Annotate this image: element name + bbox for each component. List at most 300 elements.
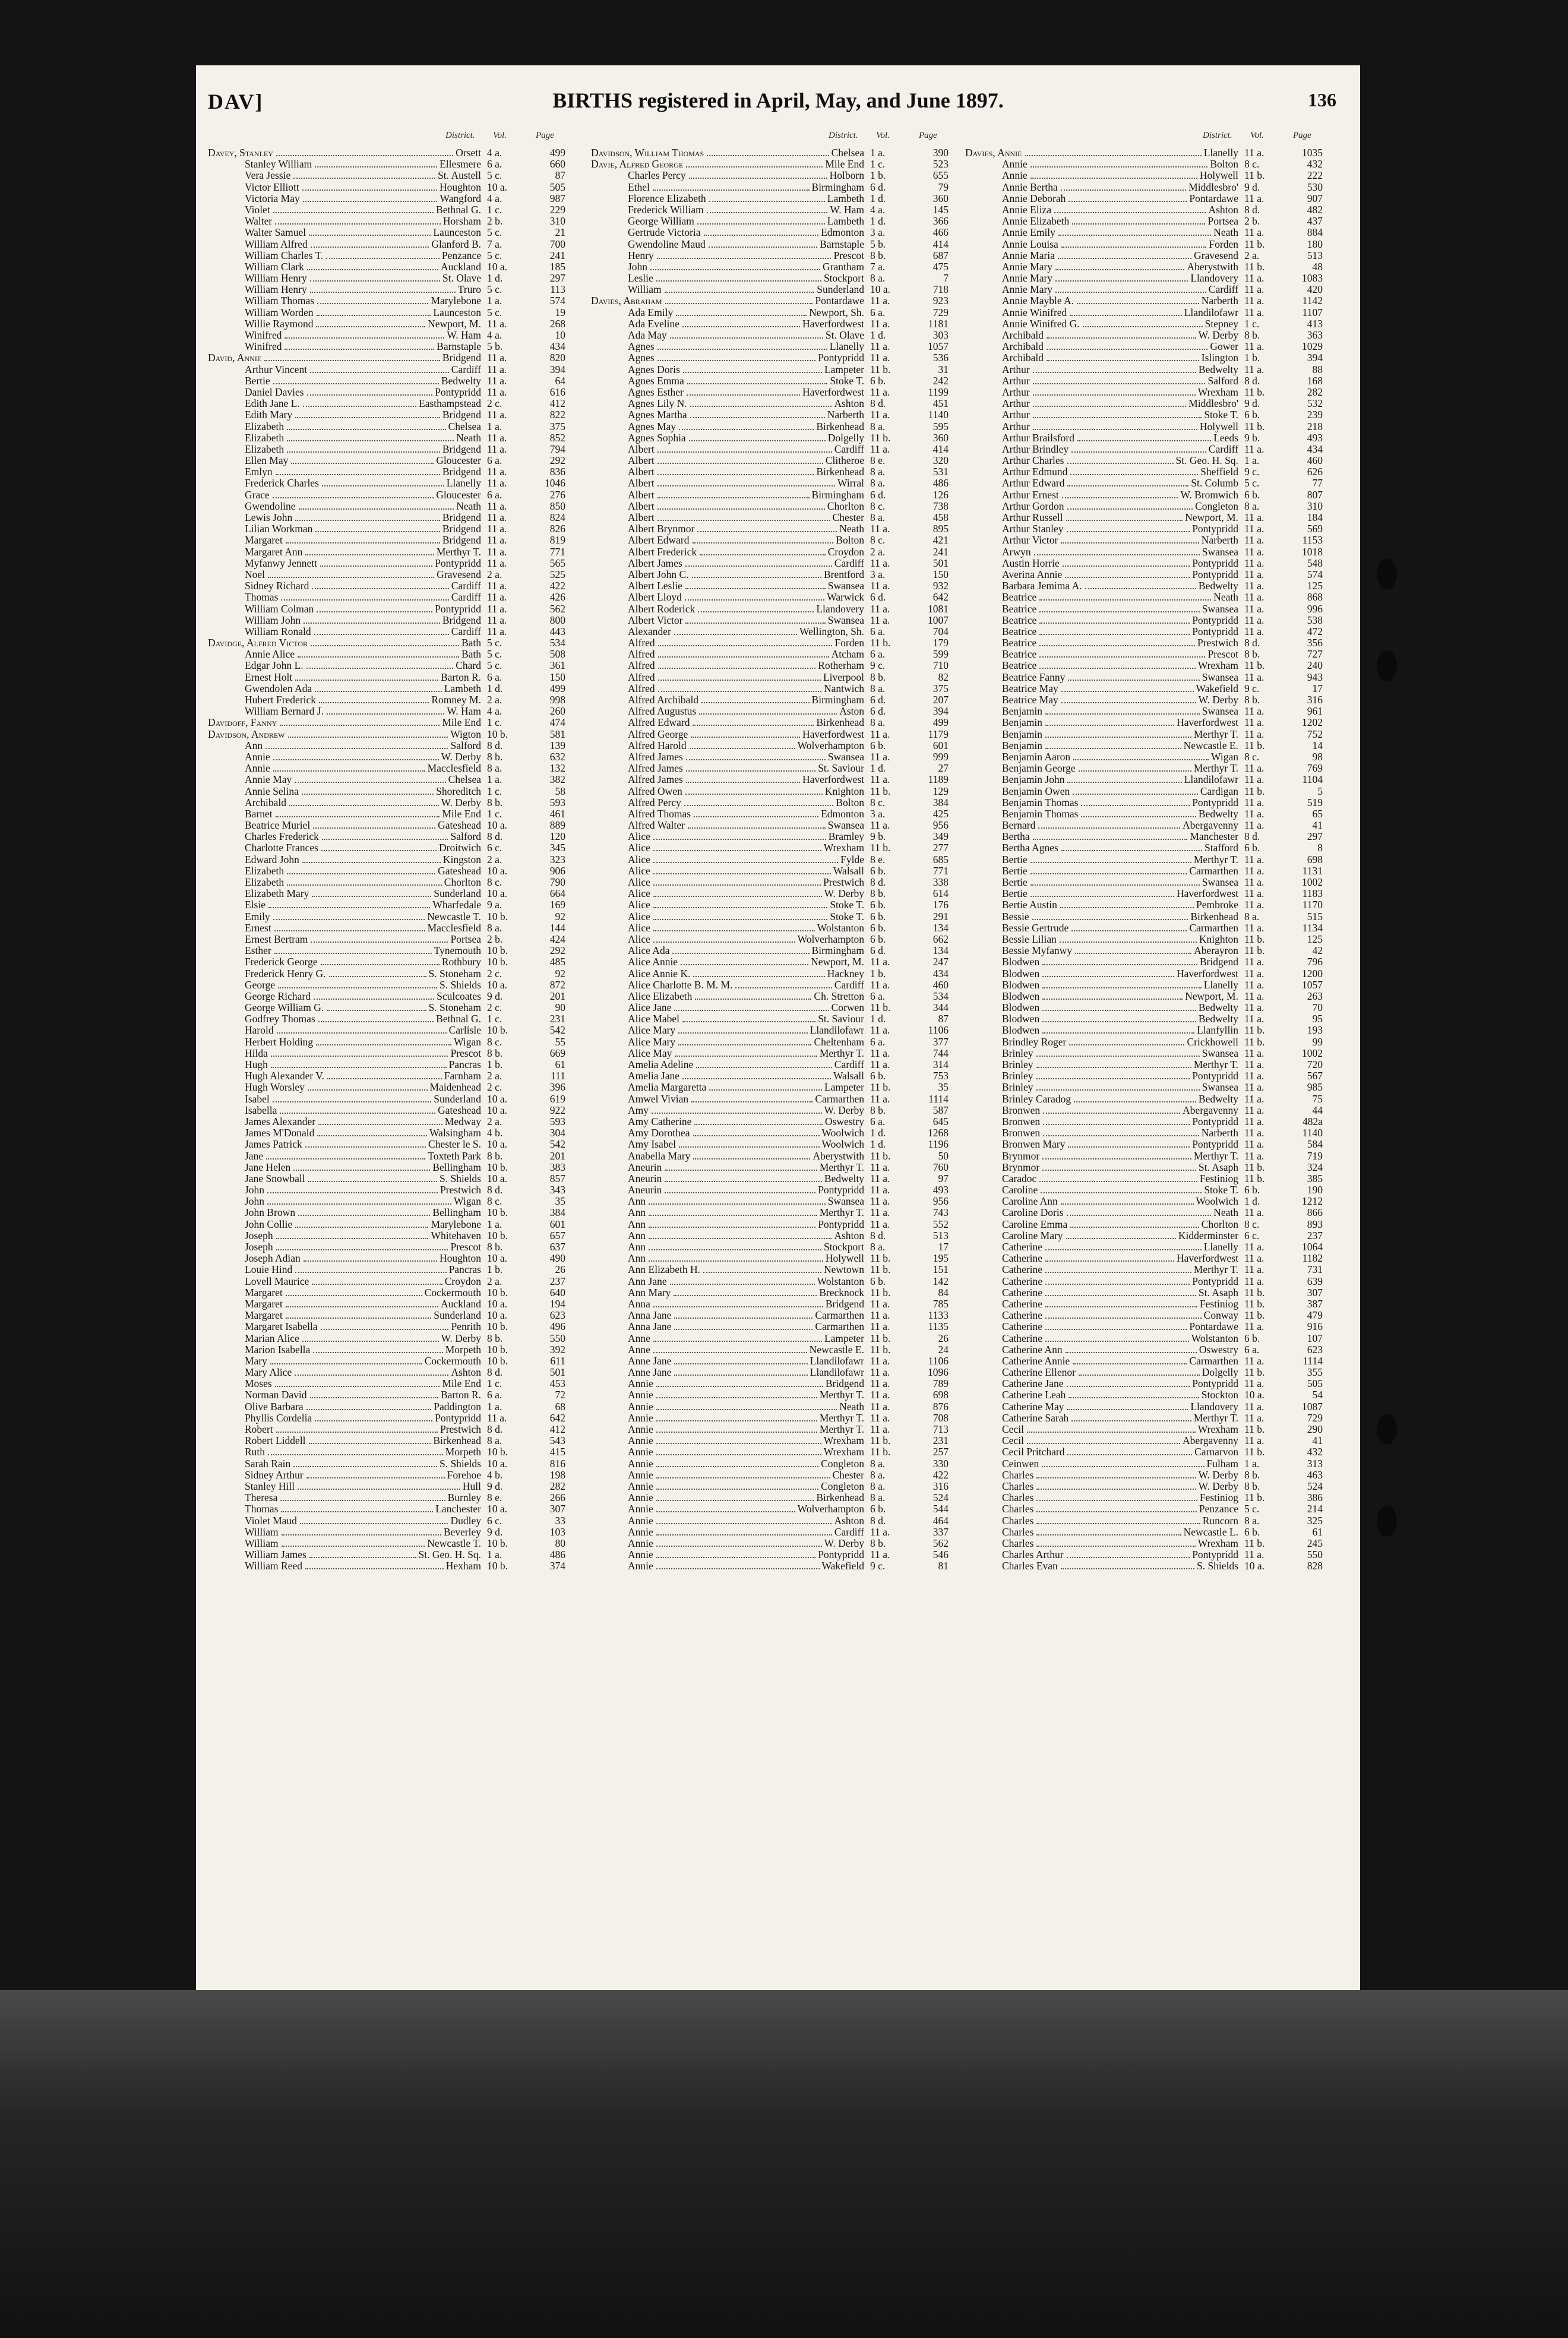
entry-page: 394 (1307, 352, 1323, 364)
entry-page: 1018 (1302, 545, 1323, 558)
entry-district: Carmarthen (1189, 922, 1238, 934)
entry-volume: 8 a. (870, 1468, 886, 1481)
entry-name: George William G. (245, 1002, 324, 1014)
entry-name: Sidney Arthur (245, 1469, 304, 1481)
index-entry (965, 604, 1327, 615)
entry-volume: 8 b. (487, 796, 503, 808)
entry-district: Knighton (824, 785, 864, 797)
entry-name: Catherine Ann (1002, 1344, 1063, 1356)
entry-name: Gwendolen Ada (245, 683, 312, 694)
entry-name: Winifred (245, 341, 282, 353)
entry-volume: 6 a. (870, 1115, 886, 1127)
entry-page: 313 (1307, 1457, 1323, 1470)
entry-district: Bridgend (442, 443, 481, 455)
index-entry (208, 227, 570, 238)
entry-district: Edmonton (821, 227, 864, 239)
index-entry (965, 147, 1327, 159)
entry-name: Brinley Caradog (1002, 1093, 1071, 1105)
index-entry (965, 934, 1327, 945)
entry-district: Lanchester (435, 1503, 481, 1515)
entry-district: Haverfordwest (802, 386, 864, 398)
entry-name: Annie (628, 1435, 653, 1447)
entry-district: Carmarthen (1189, 1355, 1238, 1367)
entry-volume: 11 a. (870, 1549, 890, 1561)
entry-page: 387 (1307, 1297, 1323, 1310)
index-entry (208, 273, 570, 284)
entry-district: Birkenhead (433, 1435, 481, 1447)
entry-volume: 9 c. (1244, 682, 1260, 694)
entry-page: 386 (1307, 1492, 1323, 1504)
entry-page: 800 (549, 614, 565, 626)
entry-district: Pontypridd (1192, 625, 1238, 637)
entry-page: 542 (549, 1024, 565, 1037)
index-entry (965, 512, 1327, 523)
entry-district: Wrexham (823, 842, 864, 854)
entry-volume: 1 b. (1244, 352, 1260, 364)
entry-district: Llandilofawr (810, 1025, 864, 1037)
index-entry (965, 193, 1327, 204)
entry-district: Cockermouth (424, 1287, 481, 1298)
index-entry (208, 786, 570, 797)
entry-name: Edward John (245, 854, 299, 865)
entry-name: Agnes Sophia (628, 432, 686, 444)
entry-name: William James (245, 1549, 306, 1561)
entry-volume: 6 b. (870, 921, 886, 934)
entry-page: 8 (1317, 842, 1323, 854)
entry-name: Bronwen Mary (1002, 1139, 1066, 1151)
entry-district: Stockport (823, 273, 864, 285)
index-entry (208, 751, 570, 763)
index-entry (591, 1048, 953, 1059)
entry-page: 195 (932, 1252, 949, 1265)
index-entry (208, 694, 570, 706)
entry-page: 499 (932, 716, 949, 729)
entry-page: 508 (549, 648, 565, 661)
entry-page: 687 (932, 249, 949, 261)
entry-district: Whitehaven (431, 1230, 481, 1241)
entry-district: Salford (1207, 375, 1238, 387)
entry-page: 1106 (928, 1354, 949, 1367)
index-entry (208, 1196, 570, 1207)
entry-name: Annie Bertha (1002, 181, 1058, 193)
index-entry (965, 523, 1327, 535)
entry-district: Merthyr T. (819, 1424, 864, 1435)
entry-district: Wirral (837, 478, 864, 489)
entry-volume: 11 a. (870, 614, 890, 626)
index-entry (591, 159, 953, 170)
entry-name: Albert Lloyd (628, 592, 682, 604)
entry-page: 65 (1312, 807, 1323, 820)
entry-name: Emily (245, 911, 270, 922)
entry-district: Cardiff (834, 443, 864, 455)
entry-volume: 4 b. (487, 1127, 503, 1139)
entry-page: 360 (932, 431, 949, 444)
entry-volume: 1 c. (487, 1377, 502, 1390)
entry-page: 866 (1307, 1206, 1323, 1219)
index-entry (965, 956, 1327, 968)
index-entry (208, 1082, 570, 1093)
entry-name: Joseph Adian (245, 1253, 301, 1265)
entry-volume: 11 a. (870, 1354, 890, 1367)
entry-name: Beatrice (1002, 592, 1037, 604)
entry-page: 90 (555, 1001, 565, 1014)
entry-district: Auckland (440, 1298, 481, 1310)
entry-district: Neath (1213, 227, 1238, 239)
entry-volume: 11 a. (870, 295, 890, 307)
entry-district: Abergavenny (1183, 1435, 1238, 1447)
entry-page: 142 (932, 1275, 949, 1287)
entry-name: James Patrick (245, 1139, 302, 1151)
index-entry (965, 284, 1327, 295)
entry-volume: 10 a. (487, 1309, 508, 1322)
entry-district: St. Asaph (1198, 1287, 1238, 1298)
entry-name: Davidoff, Fanny (208, 717, 277, 729)
index-entry (208, 820, 570, 831)
entry-page: 1104 (1302, 773, 1323, 786)
entry-volume: 4 b. (487, 1468, 503, 1481)
entry-district: W. Derby (1198, 1469, 1238, 1481)
entry-name: Alfred Walter (628, 820, 685, 832)
index-entry (208, 956, 570, 968)
entry-volume: 2 a. (1244, 249, 1260, 261)
entry-volume: 6 b. (1244, 409, 1260, 421)
entry-page: 330 (932, 1457, 949, 1470)
entry-volume: 11 a. (1244, 978, 1264, 991)
entry-page: 906 (549, 864, 565, 877)
index-entry (208, 1253, 570, 1264)
index-entry (965, 273, 1327, 284)
entry-volume: 10 b. (487, 1206, 508, 1219)
entry-page: 361 (549, 659, 565, 672)
entry-volume: 4 a. (487, 192, 502, 204)
entry-district: Merthyr T. (436, 546, 481, 558)
entry-district: Wolverhampton (797, 740, 864, 751)
entry-volume: 10 a. (870, 283, 891, 296)
index-entry (208, 501, 570, 512)
entry-volume: 11 a. (1244, 1275, 1264, 1287)
entry-name: Annie Eliza (1002, 204, 1052, 216)
entry-district: Holywell (1199, 421, 1238, 432)
index-entry (591, 318, 953, 330)
entry-name: Norman David (245, 1389, 307, 1401)
entry-district: Brecknock (819, 1287, 864, 1298)
entry-page: 996 (1307, 602, 1323, 615)
index-entry (208, 660, 570, 671)
index-entry (591, 1219, 953, 1230)
entry-name: Charles (1002, 1480, 1034, 1492)
entry-district: Pontypridd (818, 352, 864, 364)
entry-district: Wolverhampton (797, 1503, 864, 1515)
index-entry (591, 1321, 953, 1332)
entry-page: 868 (1307, 591, 1323, 604)
entry-name: Agnes Martha (628, 409, 687, 421)
entry-volume: 11 b. (870, 1252, 891, 1265)
index-entry (965, 375, 1327, 387)
entry-volume: 11 a. (1244, 283, 1264, 296)
entry-volume: 8 d. (1244, 203, 1260, 216)
entry-volume: 11 a. (1244, 557, 1264, 569)
entry-page: 292 (549, 944, 565, 957)
entry-district: Wakefield (1196, 683, 1238, 694)
index-entry (965, 1515, 1327, 1527)
entry-page: 421 (932, 534, 949, 546)
entry-volume: 11 a. (1244, 1435, 1264, 1447)
entry-district: Stoke T. (1204, 409, 1238, 421)
entry-name: Agnes (628, 341, 655, 353)
entry-district: Edmonton (821, 808, 864, 820)
entry-name: Alice (628, 865, 650, 877)
entry-name: Alfred Harold (628, 740, 687, 751)
entry-name: Louie Hind (245, 1264, 293, 1276)
entry-volume: 11 b. (870, 1081, 891, 1094)
entry-name: Gertrude Victoria (628, 227, 701, 239)
entry-volume: 11 a. (1244, 1013, 1264, 1025)
index-entry (208, 922, 570, 934)
entry-name: Charles (1002, 1469, 1034, 1481)
index-entry (965, 432, 1327, 444)
entry-name: Albert Victor (628, 614, 683, 626)
entry-district: Cheltenham (814, 1036, 864, 1048)
entry-volume: 8 b. (1244, 648, 1260, 661)
entry-page: 567 (1307, 1070, 1323, 1082)
entry-page: 744 (932, 1047, 949, 1059)
entry-page: 453 (549, 1377, 565, 1390)
entry-volume: 2 b. (487, 933, 503, 945)
entry-name: William (245, 1526, 279, 1538)
entry-page: 1181 (928, 317, 949, 330)
entry-volume: 8 b. (870, 1104, 886, 1116)
entry-name: Alfred Percy (628, 797, 681, 808)
index-entry (965, 980, 1327, 991)
entry-volume: 1 b. (487, 1059, 503, 1070)
entry-name: Robert (245, 1424, 273, 1435)
index-entry (591, 455, 953, 466)
entry-volume: 11 b. (1244, 659, 1265, 672)
entry-volume: 8 e. (487, 1492, 502, 1504)
entry-volume: 8 d. (487, 1366, 503, 1379)
entry-page: 872 (549, 978, 565, 991)
entry-district: Pontardawe (1189, 192, 1238, 204)
entry-volume: 11 b. (870, 785, 891, 797)
entry-district: Gloucester (436, 489, 481, 501)
entry-volume: 11 a. (870, 978, 890, 991)
entry-volume: 3 a. (870, 226, 886, 239)
entry-page: 1179 (928, 728, 949, 740)
entry-page: 584 (1307, 1138, 1323, 1151)
entry-district: Bolton (836, 797, 864, 808)
index-entry (208, 193, 570, 204)
entry-volume: 8 d. (487, 830, 503, 843)
entry-volume: 10 a. (487, 819, 508, 832)
entry-district: Neath (1213, 592, 1238, 604)
entry-district: Pontypridd (818, 1184, 864, 1196)
entry-volume: 9 c. (870, 1560, 886, 1572)
index-entry (965, 842, 1327, 854)
entry-district: Penrith (451, 1321, 481, 1333)
entry-page: 1182 (1302, 1252, 1323, 1265)
register-page (196, 65, 1360, 1990)
entry-name: William Charles T. (245, 249, 324, 261)
index-entry (208, 432, 570, 444)
index-entry (208, 1184, 570, 1196)
entry-page: 27 (938, 762, 949, 775)
entry-district: Ch. Stretton (814, 990, 864, 1002)
entry-page: 769 (1307, 762, 1323, 775)
entry-page: 719 (1307, 1149, 1323, 1162)
entry-name: Ann (628, 1230, 646, 1241)
entry-volume: 6 b. (870, 933, 886, 945)
index-entry (965, 352, 1327, 364)
entry-page: 41 (1312, 1435, 1323, 1447)
index-entry (208, 729, 570, 740)
entry-page: 593 (549, 796, 565, 808)
entry-volume: 6 b. (870, 899, 886, 911)
entry-name: Lovell Maurice (245, 1275, 309, 1287)
entry-page: 134 (932, 944, 949, 957)
index-entry (965, 1344, 1327, 1356)
index-entry (591, 489, 953, 501)
entry-page: 923 (932, 295, 949, 307)
entry-page: 534 (549, 637, 565, 649)
index-entry (208, 204, 570, 216)
entry-volume: 9 b. (1244, 431, 1260, 444)
entry-district: Newcastle T. (427, 1537, 481, 1549)
entry-district: Abergavenny (1183, 820, 1238, 832)
entry-volume: 10 a. (487, 978, 508, 991)
entry-district: Ashton (834, 1515, 864, 1527)
entry-page: 349 (932, 830, 949, 843)
entry-name: Davies, Annie (965, 147, 1022, 159)
entry-page: 985 (1307, 1081, 1323, 1094)
entry-district: Swansea (1202, 706, 1238, 718)
entry-volume: 11 a. (487, 580, 507, 592)
entry-volume: 11 a. (870, 340, 890, 353)
entry-name: Ann (628, 1207, 646, 1219)
entry-district: St. Columb (1191, 478, 1238, 489)
entry-name: Catherine (1002, 1321, 1043, 1333)
entry-name: Catherine (1002, 1310, 1043, 1322)
entry-page: 1114 (928, 1092, 949, 1105)
entry-volume: 11 a. (870, 523, 890, 535)
entry-page: 343 (549, 1184, 565, 1196)
entry-volume: 10 a. (487, 1104, 508, 1116)
entry-page: 303 (932, 329, 949, 341)
entry-volume: 11 b. (1244, 260, 1265, 273)
entry-district: Merthyr T. (819, 1389, 864, 1401)
entry-district: Portsea (450, 933, 481, 945)
entry-district: Merthyr T. (1193, 728, 1238, 740)
entry-volume: 11 a. (1244, 1549, 1264, 1561)
entry-district: Wrexham (1197, 1424, 1238, 1435)
entry-volume: 11 a. (1244, 1081, 1264, 1094)
entry-volume: 11 a. (1244, 671, 1264, 683)
entry-page: 61 (555, 1059, 565, 1070)
entry-name: Ernest Bertram (245, 933, 308, 945)
entry-district: Congleton (1195, 500, 1238, 512)
entry-name: David, Annie (208, 352, 262, 364)
entry-district: Birkenhead (816, 717, 864, 729)
entry-district: Forehoe (447, 1469, 481, 1481)
entry-page: 460 (932, 978, 949, 991)
entry-district: Stoke T. (1204, 1184, 1238, 1196)
index-entry (591, 501, 953, 512)
entry-district: Bedwelty (1198, 808, 1238, 820)
index-entry (591, 615, 953, 626)
entry-page: 943 (1307, 671, 1323, 683)
entry-page: 237 (1307, 1229, 1323, 1241)
entry-page: 425 (932, 807, 949, 820)
entry-volume: 11 a. (1244, 1115, 1264, 1127)
index-entry (208, 182, 570, 193)
index-entry (965, 899, 1327, 911)
entry-district: Newcastle E. (809, 1344, 864, 1356)
entry-volume: 11 a. (1244, 1320, 1264, 1333)
index-entry (591, 980, 953, 991)
entry-volume: 8 a. (870, 511, 886, 523)
index-entry (208, 159, 570, 170)
index-entry (591, 1413, 953, 1424)
entry-volume: 11 b. (870, 1149, 891, 1162)
entry-name: Elizabeth (245, 877, 284, 888)
index-entry (965, 558, 1327, 569)
entry-page: 1131 (1302, 864, 1323, 877)
entry-name: Annie (628, 1469, 653, 1481)
entry-district: Haverfordwest (1177, 968, 1238, 980)
index-entry (591, 751, 953, 763)
entry-district: Romney M. (431, 694, 481, 706)
index-entry (591, 1492, 953, 1503)
entry-volume: 8 a. (870, 477, 886, 489)
entry-page: 184 (1307, 511, 1323, 523)
entry-page: 292 (549, 454, 565, 467)
index-entry (591, 193, 953, 204)
entry-volume: 11 b. (1244, 1172, 1265, 1184)
entry-volume: 11 a. (1244, 1127, 1264, 1139)
entry-list (965, 147, 1327, 1572)
entry-name: Elizabeth (245, 865, 284, 877)
entry-page: 1064 (1302, 1241, 1323, 1253)
entry-name: Alexander (628, 625, 671, 637)
entry-volume: 9 d. (1244, 397, 1260, 410)
entry-volume: 9 c. (1244, 466, 1260, 478)
entry-name: Albert (628, 443, 655, 455)
entry-page: 377 (932, 1035, 949, 1048)
entry-volume: 8 c. (870, 534, 886, 546)
entry-volume: 8 a. (870, 1480, 886, 1492)
entry-volume: 6 b. (870, 864, 886, 877)
entry-district: Oswestry (824, 1116, 864, 1127)
entry-name: Catherine Jane (1002, 1378, 1064, 1390)
page-header (196, 83, 1360, 119)
page-heading: Page (536, 131, 554, 140)
index-entry (965, 1173, 1327, 1184)
entry-page: 307 (1307, 1286, 1323, 1298)
entry-page: 17 (938, 1241, 949, 1253)
entry-volume: 11 a. (487, 1411, 507, 1424)
entry-volume: 11 a. (1244, 363, 1264, 375)
entry-volume: 11 a. (487, 477, 507, 489)
entry-volume: 8 a. (870, 682, 886, 694)
entry-volume: 6 a. (870, 648, 886, 661)
entry-district: W. Derby (441, 1332, 481, 1344)
entry-name: William Clark (245, 261, 304, 273)
entry-volume: 11 a. (1244, 773, 1264, 786)
entry-name: Noel (245, 568, 265, 580)
entry-page: 297 (1307, 830, 1323, 843)
entry-district: Sunderland (817, 284, 864, 296)
entry-page: 822 (549, 409, 565, 421)
entry-page: 562 (549, 602, 565, 615)
